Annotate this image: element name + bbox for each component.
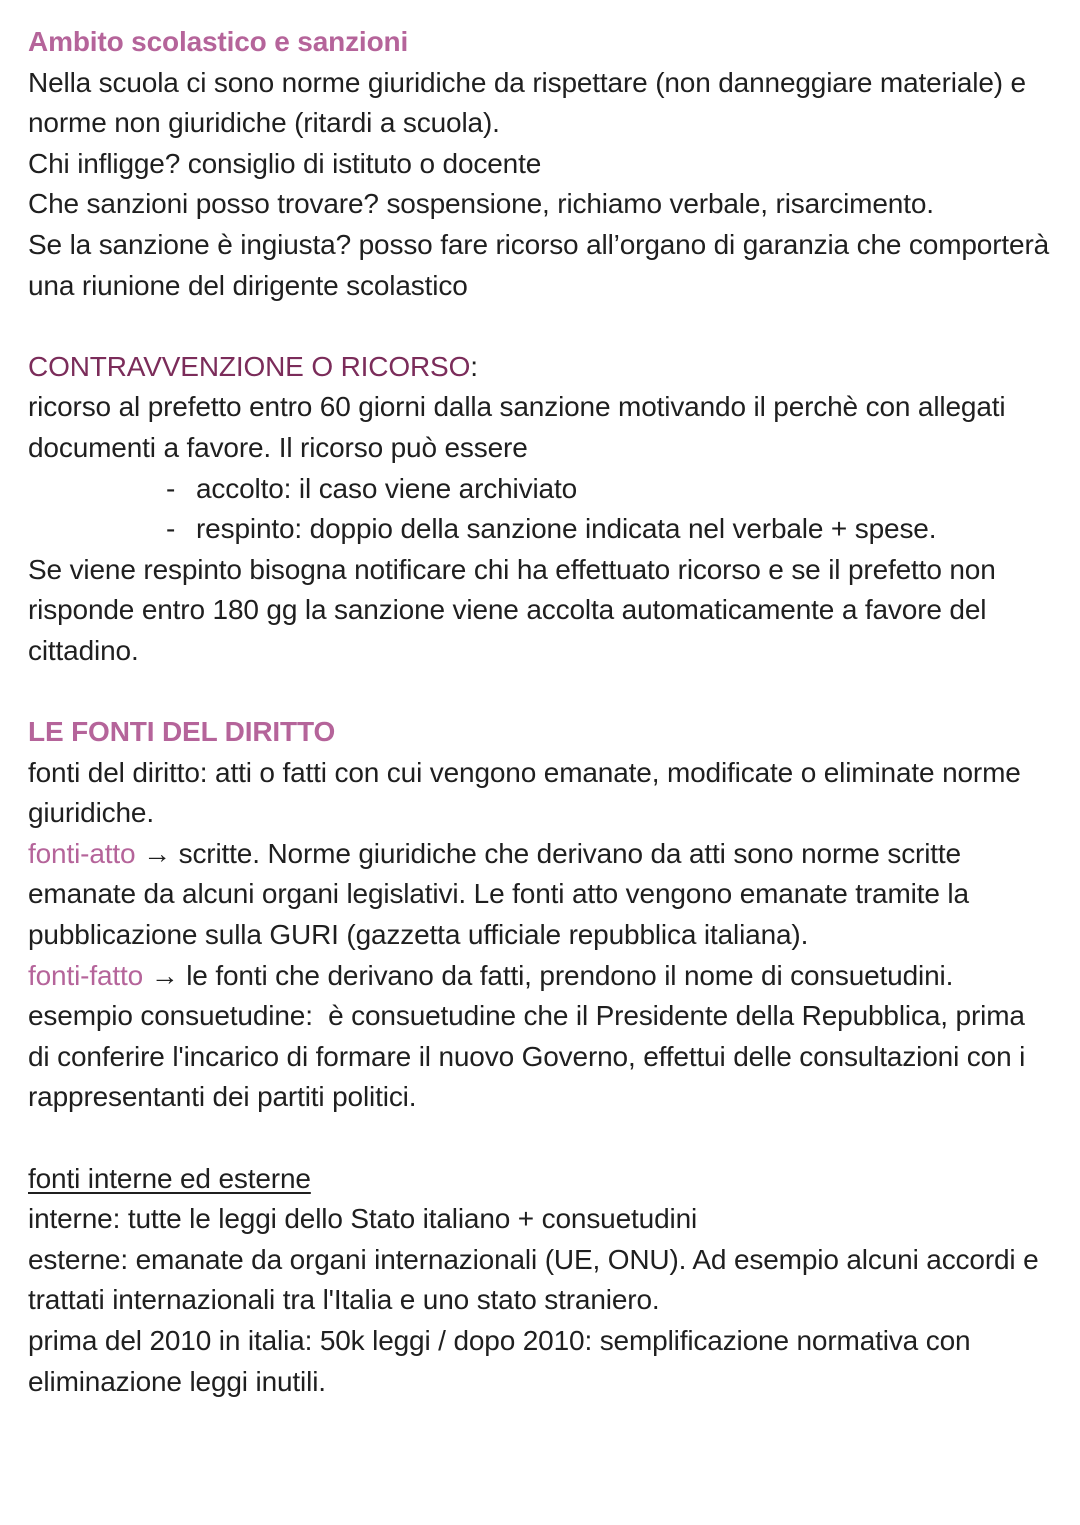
section-ambito-scolastico xyxy=(28,22,1050,306)
list-item xyxy=(166,469,1050,510)
bullet-list xyxy=(28,469,1050,550)
term-fonti-fatto: fonti-fatto xyxy=(28,959,144,991)
heading-text: CONTRAVVENZIONE O RICORSO xyxy=(28,350,471,382)
spacer xyxy=(28,672,1050,713)
arrow-icon: → xyxy=(143,837,171,869)
section-heading xyxy=(28,1159,1050,1200)
paragraph: Se la sanzione è ingiusta? posso fare ricorso all’organo di garanzia che comporterà una riunione del dirigente scolastico xyxy=(28,228,1050,301)
dash-bullet: - xyxy=(166,472,176,504)
term-description: scritte. Norme giuridiche che derivano da atti sono norme scritte emanate da alcuni organi legislativi. Le fonti atto vengono emanate tramite la pubblicazione sulla GURI (gazzetta ufficiale repubblica italiana). xyxy=(28,837,969,951)
paragraph-fonti-fatto xyxy=(28,956,1050,997)
heading-text: fonti interne ed esterne xyxy=(28,1162,311,1194)
term-description: le fonti che derivano da fatti, prendono il nome di consuetudini. xyxy=(186,959,954,991)
section-fonti-interne-esterne xyxy=(28,1159,1050,1403)
spacer xyxy=(28,1118,1050,1159)
section-heading xyxy=(28,347,1050,388)
paragraph: Che sanzioni posso trovare? sospensione, richiamo verbale, risarcimento. xyxy=(28,188,934,220)
paragraph: Chi infligge? consiglio di istituto o docente xyxy=(28,147,542,179)
example-text: è consuetudine che il Presidente della Repubblica, prima di conferire l'incarico di formare il nuovo Governo, effettui delle consultazioni con i rappresentanti dei partiti politici. xyxy=(28,1000,1026,1113)
arrow-icon: → xyxy=(150,959,179,991)
section-heading: Ambito scolastico e sanzioni xyxy=(28,26,409,57)
paragraph: ricorso al prefetto entro 60 giorni dalla sanzione motivando il perchè con allegati documenti a favore. Il ricorso può essere xyxy=(28,391,1006,463)
paragraph: fonti del diritto: atti o fatti con cui vengono emanate, modificate o eliminate norme giuridiche. xyxy=(28,756,1021,829)
list-item-text: accolto: il caso viene archiviato xyxy=(196,472,578,504)
heading-colon: : xyxy=(470,350,478,382)
section-contravvenzione xyxy=(28,347,1050,672)
paragraph: Nella scuola ci sono norme giuridiche da rispettare (non danneggiare materiale) e norme non giuridiche (ritardi a scuola). xyxy=(28,66,1026,139)
spacer xyxy=(28,306,1050,347)
list-item xyxy=(166,509,1050,550)
paragraph: prima del 2010 in italia: 50k leggi / dopo 2010: semplificazione normativa con eliminazione leggi inutili. xyxy=(28,1325,971,1397)
paragraph-esempio xyxy=(28,996,1050,1118)
section-fonti-diritto xyxy=(28,712,1050,1118)
list-item-text: respinto: doppio della sanzione indicata nel verbale + spese. xyxy=(196,513,937,545)
paragraph: Se viene respinto bisogna notificare chi ha effettuato ricorso e se il prefetto non risponde entro 180 gg la sanzione viene accolta automaticamente a favore del cittadino. xyxy=(28,553,996,666)
dash-bullet: - xyxy=(166,513,176,545)
paragraph: interne: tutte le leggi dello Stato italiano + consuetudini xyxy=(28,1203,698,1235)
section-heading: LE FONTI DEL DIRITTO xyxy=(28,716,336,748)
example-label: esempio consuetudine: xyxy=(28,1000,313,1032)
term-fonti-atto: fonti-atto xyxy=(28,837,136,869)
paragraph-fonti-atto xyxy=(28,834,1050,956)
paragraph: esterne: emanate da organi internazionali (UE, ONU). Ad esempio alcuni accordi e trattati internazionali tra l'Italia e uno stato straniero. xyxy=(28,1243,1039,1316)
